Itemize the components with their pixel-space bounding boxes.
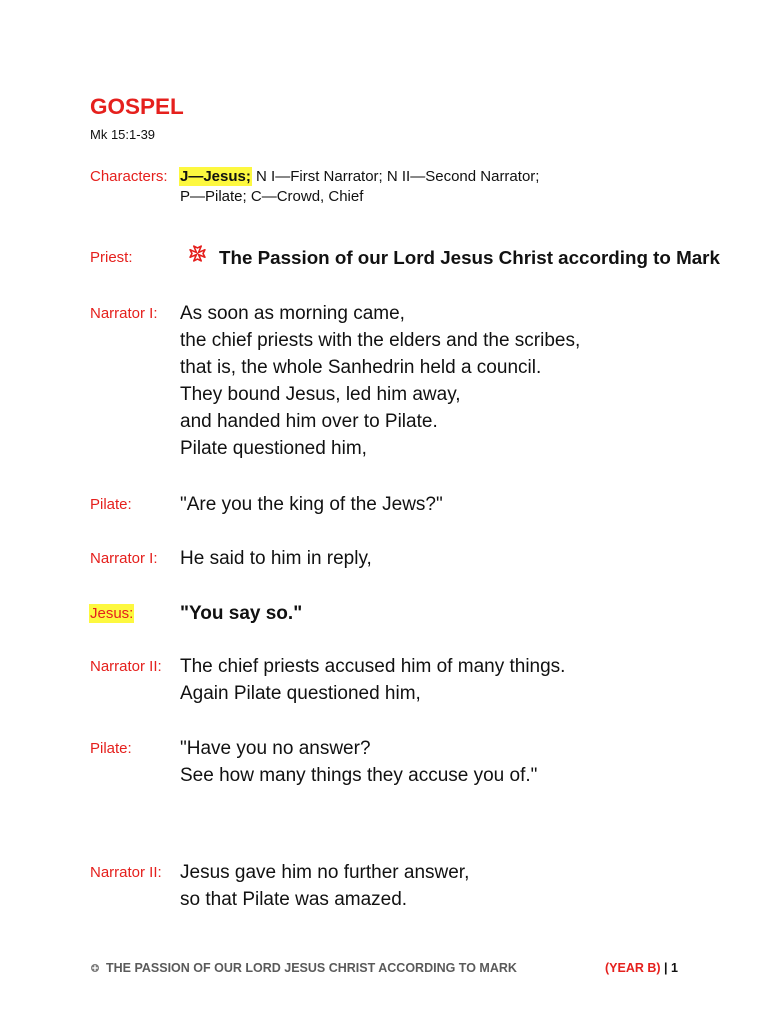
maltese-cross-icon xyxy=(189,245,206,262)
passage-text xyxy=(180,545,372,572)
passage-text xyxy=(180,859,469,913)
cross-emblem-icon xyxy=(91,964,99,972)
passage-text xyxy=(180,735,537,789)
passage-line: Again Pilate questioned him, xyxy=(180,683,421,704)
characters-text xyxy=(180,167,539,207)
passage-line: "You say so." xyxy=(180,603,303,624)
passage-narrator-4 xyxy=(0,859,768,913)
passage-narrator-3 xyxy=(0,653,768,707)
characters-line-2: P—Pilate; C—Crowd, Chief xyxy=(180,188,364,205)
passage-narrator-2 xyxy=(0,545,768,572)
page-number: 1 xyxy=(671,961,678,975)
speaker-label: Pilate: xyxy=(90,496,132,513)
speaker-label-priest: Priest: xyxy=(90,249,133,266)
passage-line: "Have you no answer? xyxy=(180,738,371,759)
speaker-label: Narrator II: xyxy=(90,864,162,881)
passage-line: that is, the whole Sanhedrin held a council. xyxy=(180,357,542,378)
passage-line: As soon as morning came, xyxy=(180,303,405,324)
passage-narrator-1 xyxy=(0,300,768,462)
page-footer xyxy=(0,960,768,976)
jesus-character-highlight: J—Jesus; xyxy=(180,168,251,185)
passage-text xyxy=(180,300,580,462)
passage-pilate-1 xyxy=(0,491,768,518)
passage-text xyxy=(180,653,565,707)
characters-line-1 xyxy=(180,167,539,187)
passage-text xyxy=(180,600,302,627)
passage-line: They bound Jesus, led him away, xyxy=(180,384,461,405)
footer-title: THE PASSION OF OUR LORD JESUS CHRIST ACCORDING TO MARK xyxy=(106,961,517,975)
passage-line: and handed him over to Pilate. xyxy=(180,411,438,432)
scripture-reference: Mk 15:1-39 xyxy=(90,127,156,142)
speaker-label: Narrator I: xyxy=(90,550,158,567)
speaker-label-jesus xyxy=(90,600,134,627)
footer-separator: | xyxy=(664,961,668,975)
passion-title: The Passion of our Lord Jesus Christ according to Mark xyxy=(219,247,720,268)
passage-line: The chief priests accused him of many things. xyxy=(180,656,566,677)
passage-line: Jesus gave him no further answer, xyxy=(180,862,470,883)
footer-year: (YEAR B) xyxy=(605,961,661,975)
passage-line: He said to him in reply, xyxy=(180,548,372,569)
passage-line: See how many things they accuse you of." xyxy=(180,765,538,786)
section-heading: GOSPEL xyxy=(90,94,184,119)
footer-page-info xyxy=(605,960,678,976)
speaker-label: Pilate: xyxy=(90,740,132,757)
passage-line: "Are you the king of the Jews?" xyxy=(180,494,443,515)
jesus-speaker-highlight: Jesus: xyxy=(90,605,134,622)
speaker-label: Narrator I: xyxy=(90,305,158,322)
passage-line: so that Pilate was amazed. xyxy=(180,889,408,910)
passage-jesus xyxy=(0,600,768,627)
passage-title-row xyxy=(0,244,768,271)
passage-text xyxy=(180,491,443,518)
passage-line: the chief priests with the elders and the scribes, xyxy=(180,330,581,351)
characters-line-1-rest: N I—First Narrator; N II—Second Narrator; xyxy=(256,168,540,185)
characters-label: Characters: xyxy=(90,168,168,185)
speaker-label: Narrator II: xyxy=(90,658,162,675)
characters-list xyxy=(0,167,768,207)
passage-pilate-2 xyxy=(0,735,768,789)
passage-line: Pilate questioned him, xyxy=(180,438,367,459)
